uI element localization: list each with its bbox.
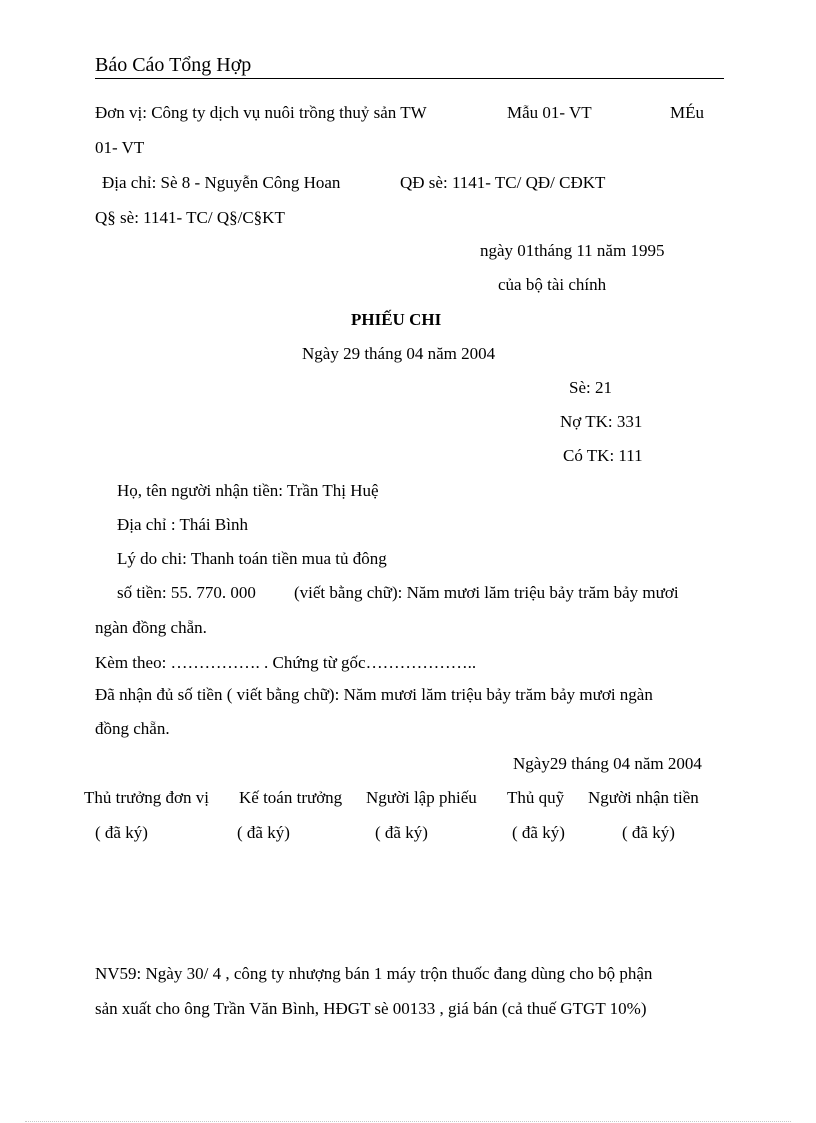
voucher-number: Sè: 21 [569,378,612,397]
voucher-date: Ngày 29 tháng 04 năm 2004 [302,344,496,363]
payment-reason: Lý do chi: Thanh toán tiền mua tủ đông [117,549,387,568]
decision-number-alt: Q§ sè: 1141- TC/ Q§/C§KT [95,208,285,227]
form-number-alt-cont: 01- VT [95,138,145,157]
credit-account: Có TK: 111 [563,446,643,465]
page-header-title: Báo Cáo Tổng Hợp [95,54,252,76]
amount-in-words-cont: ngàn đồng chẵn. [95,618,207,637]
recipient-address: Địa chỉ : Thái Bình [117,515,248,534]
signature-role: Thủ quỹ [507,788,565,807]
signature-role: Kế toán trưởng [239,788,343,807]
received-amount-cont: đồng chẵn. [95,719,170,738]
page-bottom-border [25,1121,791,1122]
attachments: Kèm theo: ……………. . Chứng từ gốc……………….. [95,653,477,672]
signature-role: Thủ trưởng đơn vị [84,788,209,807]
received-amount: Đã nhận đủ số tiền ( viết bằng chữ): Năm mươi lăm triệu bảy trăm bảy mươi ngàn [95,685,653,704]
signature-role: Người nhận tiền [588,788,699,807]
form-number: Mẫu 01- VT [507,103,592,122]
signature-status: ( đã ký) [512,823,565,842]
payment-amount: số tiền: 55. 770. 000 [117,583,256,602]
signature-date: Ngày29 tháng 04 năm 2004 [513,754,702,773]
decision-issuer: của bộ tài chính [498,275,607,294]
signature-status: ( đã ký) [375,823,428,842]
transaction-note-cont: sản xuất cho ông Trần Văn Bình, HĐGT sè 00133 , giá bán (cả thuế GTGT 10%) [95,999,647,1018]
signature-status: ( đã ký) [95,823,148,842]
recipient-name: Họ, tên người nhận tiền: Trần Thị Huệ [117,481,379,500]
transaction-note: NV59: Ngày 30/ 4 , công ty nhượng bán 1 máy trộn thuốc đang dùng cho bộ phận [95,964,653,983]
header-divider [95,78,724,79]
decision-number: QĐ sè: 1141- TC/ QĐ/ CĐKT [400,173,606,192]
form-number-alt: MÉu [670,103,704,122]
voucher-title: PHIẾU CHI [351,310,442,329]
org-unit: Đơn vị: Công ty dịch vụ nuôi trồng thuỷ sản TW [95,103,427,122]
org-address: Địa chỉ: Sè 8 - Nguyễn Công Hoan [102,173,341,192]
signature-status: ( đã ký) [622,823,675,842]
amount-in-words: (viết bằng chữ): Năm mươi lăm triệu bảy trăm bảy mươi [294,583,679,602]
debit-account: Nợ TK: 331 [560,412,643,431]
signature-status: ( đã ký) [237,823,290,842]
decision-date: ngày 01tháng 11 năm 1995 [480,241,665,260]
signature-role: Người lập phiếu [366,788,477,807]
